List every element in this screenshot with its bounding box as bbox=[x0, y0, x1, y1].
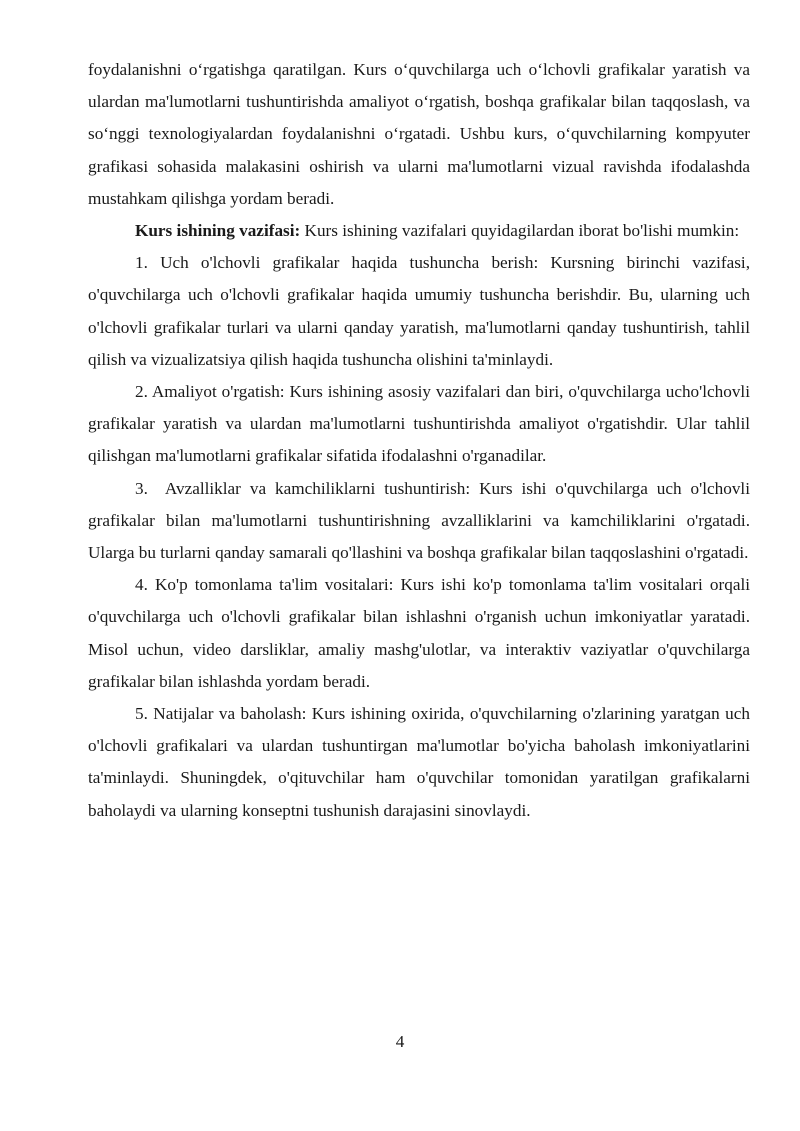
tasks-intro: Kurs ishining vazifalari quyidagilardan iborat bo'lishi mumkin: bbox=[300, 221, 740, 241]
list-item: 3. Avzalliklar va kamchiliklarni tushuntirish: Kurs ishi o'quvchilarga uch o'lchovli grafikalar bilan ma'lumotlarni tushuntirishning avzalliklarini va kamchiliklarini o'rgatadi. Ularga bu turlarni qanday samarali qo'llashini va boshqa grafikalar bilan taqqoslashini o'rgatadi. bbox=[88, 478, 755, 563]
document-page bbox=[88, 54, 755, 827]
list-item: 2. Amaliyot o'rgatish: Kurs ishining asosiy vazifalari dan biri, o'quvchilarga ucho'lchovli grafikalar yaratish va ulardan ma'lumotlarni tushuntirishda amaliyot o'rgatishdir. Ular tahlil qilishgan ma'lumotlarni grafikalar sifatida ifodalashni o'rganadilar. bbox=[88, 382, 750, 466]
tasks-paragraph bbox=[88, 215, 750, 247]
list-item: 1. Uch o'lchovli grafikalar haqida tushuncha berish: Kursning birinchi vazifasi, o'quvchilarga uch o'lchovli grafikalar haqida umumiy tushuncha berishdir. Bu, ularning uch o'lchovli grafikalar turlari va ularni qanday yaratish, ma'lumotlarni qanday tushuntirish, tahlil qilish va vizualizatsiya qilish haqida tushuncha olishini ta'minlaydi. bbox=[88, 253, 750, 369]
page-number: 4 bbox=[395, 1032, 405, 1051]
list-item: 5. Natijalar va baholash: Kurs ishining oxirida, o'quvchilarning o'zlarining yaratgan uch o'lchovli grafikalari va ulardan tushuntirgan ma'lumotlar bo'yicha baholash imkoniyatlarini ta'minlaydi. Shuningdek, o'qituvchilar ham o'quvchilar tomonidan yaratilgan grafikalarni baholaydi va ularning konseptni tushunish darajasini sinovlaydi. bbox=[88, 704, 750, 820]
list-item: 4. Ko'p tomonlama ta'lim vositalari: Kurs ishi ko'p tomonlama ta'lim vositalari orqali o'quvchilarga uch o'lchovli grafikalar bilan ishlashni o'rganish uchun imkoniyatlar yaratadi. Misol uchun, video darsliklar, amaliy mashg'ulotlar, va interaktiv vaziyatlar o'quvchilarga grafikalar bilan ishlashda yordam beradi. bbox=[88, 575, 750, 691]
tasks-heading: Kurs ishining vazifasi: bbox=[135, 221, 301, 241]
intro-paragraph: foydalanishni o‘rgatishga qaratilgan. Kurs o‘quvchilarga uch o‘lchovli grafikalar yaratish va ulardan ma'lumotlarni tushuntirishda amaliyot o‘rgatish, boshqa grafikalar bilan taqqoslash, va so‘nggi texnologiyalardan foydalanishni o‘rgatadi. Ushbu kurs, o‘quvchilarning kompyuter grafikasi sohasida malakasini oshirish va ularni ma'lumotlarni vizual ravishda ifodalashda mustahkam qilishga yordam beradi. bbox=[88, 60, 750, 208]
